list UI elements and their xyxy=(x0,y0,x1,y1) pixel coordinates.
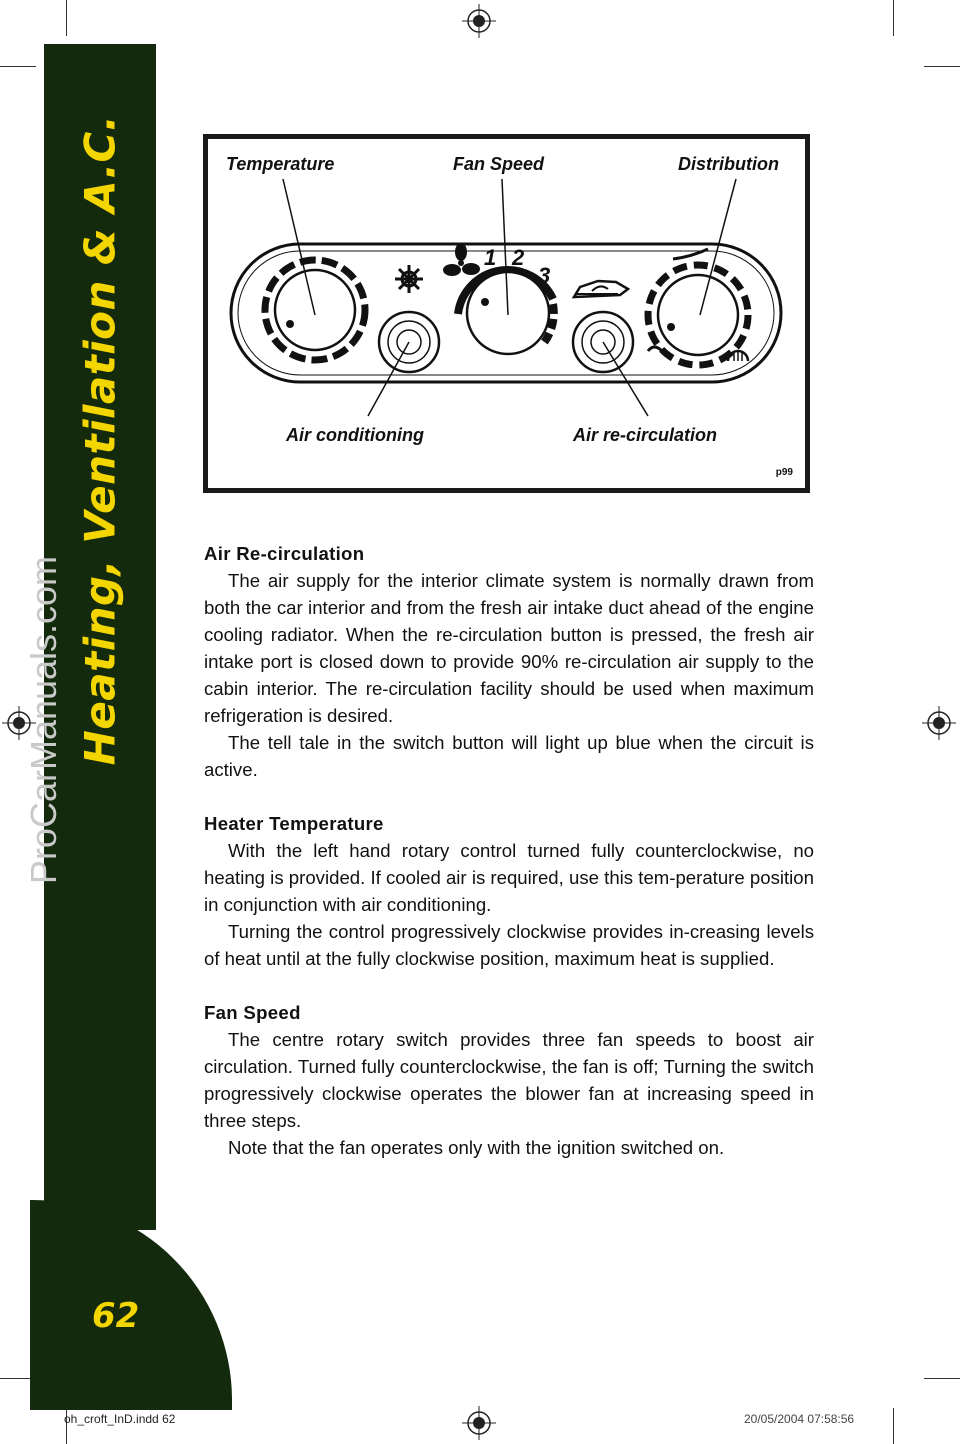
body-text xyxy=(204,540,814,1188)
paragraph: The centre rotary switch provides three fan speeds to boost air circulation. Turned fully counterclockwise, the fan is off; Turning the switch progressively clockwise operates the blower fan at increasing speed in three steps. xyxy=(204,1029,814,1131)
air-recirculation-label: Air re-circulation xyxy=(573,425,718,445)
crop-mark xyxy=(924,1378,960,1379)
snowflake-icon xyxy=(395,265,423,293)
section-fan-speed xyxy=(204,999,814,1161)
paragraph: Note that the fan operates only with the ignition switched on. xyxy=(228,1137,725,1158)
footer-timestamp: 20/05/2004 07:58:56 xyxy=(744,1412,855,1426)
fan-speed-digit: 3 xyxy=(538,263,551,288)
crop-mark xyxy=(66,0,67,36)
paragraph: The tell tale in the switch button will light up blue when the circuit is active. xyxy=(204,732,814,780)
footer-filename: oh_croft_InD.indd 62 xyxy=(64,1412,176,1426)
crop-mark xyxy=(924,66,960,67)
page-number: 62 xyxy=(92,1296,140,1336)
section-air-recirculation xyxy=(204,540,814,783)
distribution-label: Distribution xyxy=(678,154,779,174)
fan-icon xyxy=(443,243,480,276)
paragraph: With the left hand rotary control turned fully counterclockwise, no heating is provided. If cooled air is required, use this tem-perature position in conjunction with air conditioning. xyxy=(204,840,814,915)
section-heading: Heater Temperature xyxy=(204,813,384,834)
temperature-label: Temperature xyxy=(226,154,335,174)
watermark: ProCarManuals.com xyxy=(23,555,64,885)
chapter-title: Heating, Ventilation & A.C. xyxy=(75,114,125,766)
recirculation-car-icon xyxy=(574,281,628,297)
paragraph: Turning the control progressively clockwise provides in-creasing levels of heat until at the fully clockwise position, maximum heat is supplied. xyxy=(204,921,814,969)
control-panel-figure xyxy=(203,134,810,493)
fan-speed-digit: 1 xyxy=(484,245,497,270)
registration-mark-icon xyxy=(462,4,496,38)
section-heater-temperature xyxy=(204,810,814,972)
crop-mark xyxy=(0,66,36,67)
section-heading: Air Re-circulation xyxy=(204,543,365,564)
crop-mark xyxy=(893,1408,894,1444)
figure-code: p99 xyxy=(775,467,793,478)
section-heading: Fan Speed xyxy=(204,1002,301,1023)
air-conditioning-label: Air conditioning xyxy=(286,425,424,445)
crop-mark xyxy=(893,0,894,36)
fan-speed-digit: 2 xyxy=(512,245,525,270)
registration-mark-icon xyxy=(922,706,956,740)
paragraph: The air supply for the interior climate system is normally drawn from both the car interior and from the fresh air intake duct ahead of the engine cooling radiator. When the re-circulation button is pressed, the fresh air intake port is closed down to provide 90% re-circulation air supply to the cabin interior. The re-circulation facility should be used when maximum refrigeration is desired. xyxy=(204,570,814,726)
fan-speed-label: Fan Speed xyxy=(453,154,545,174)
registration-mark-icon xyxy=(462,1406,496,1440)
